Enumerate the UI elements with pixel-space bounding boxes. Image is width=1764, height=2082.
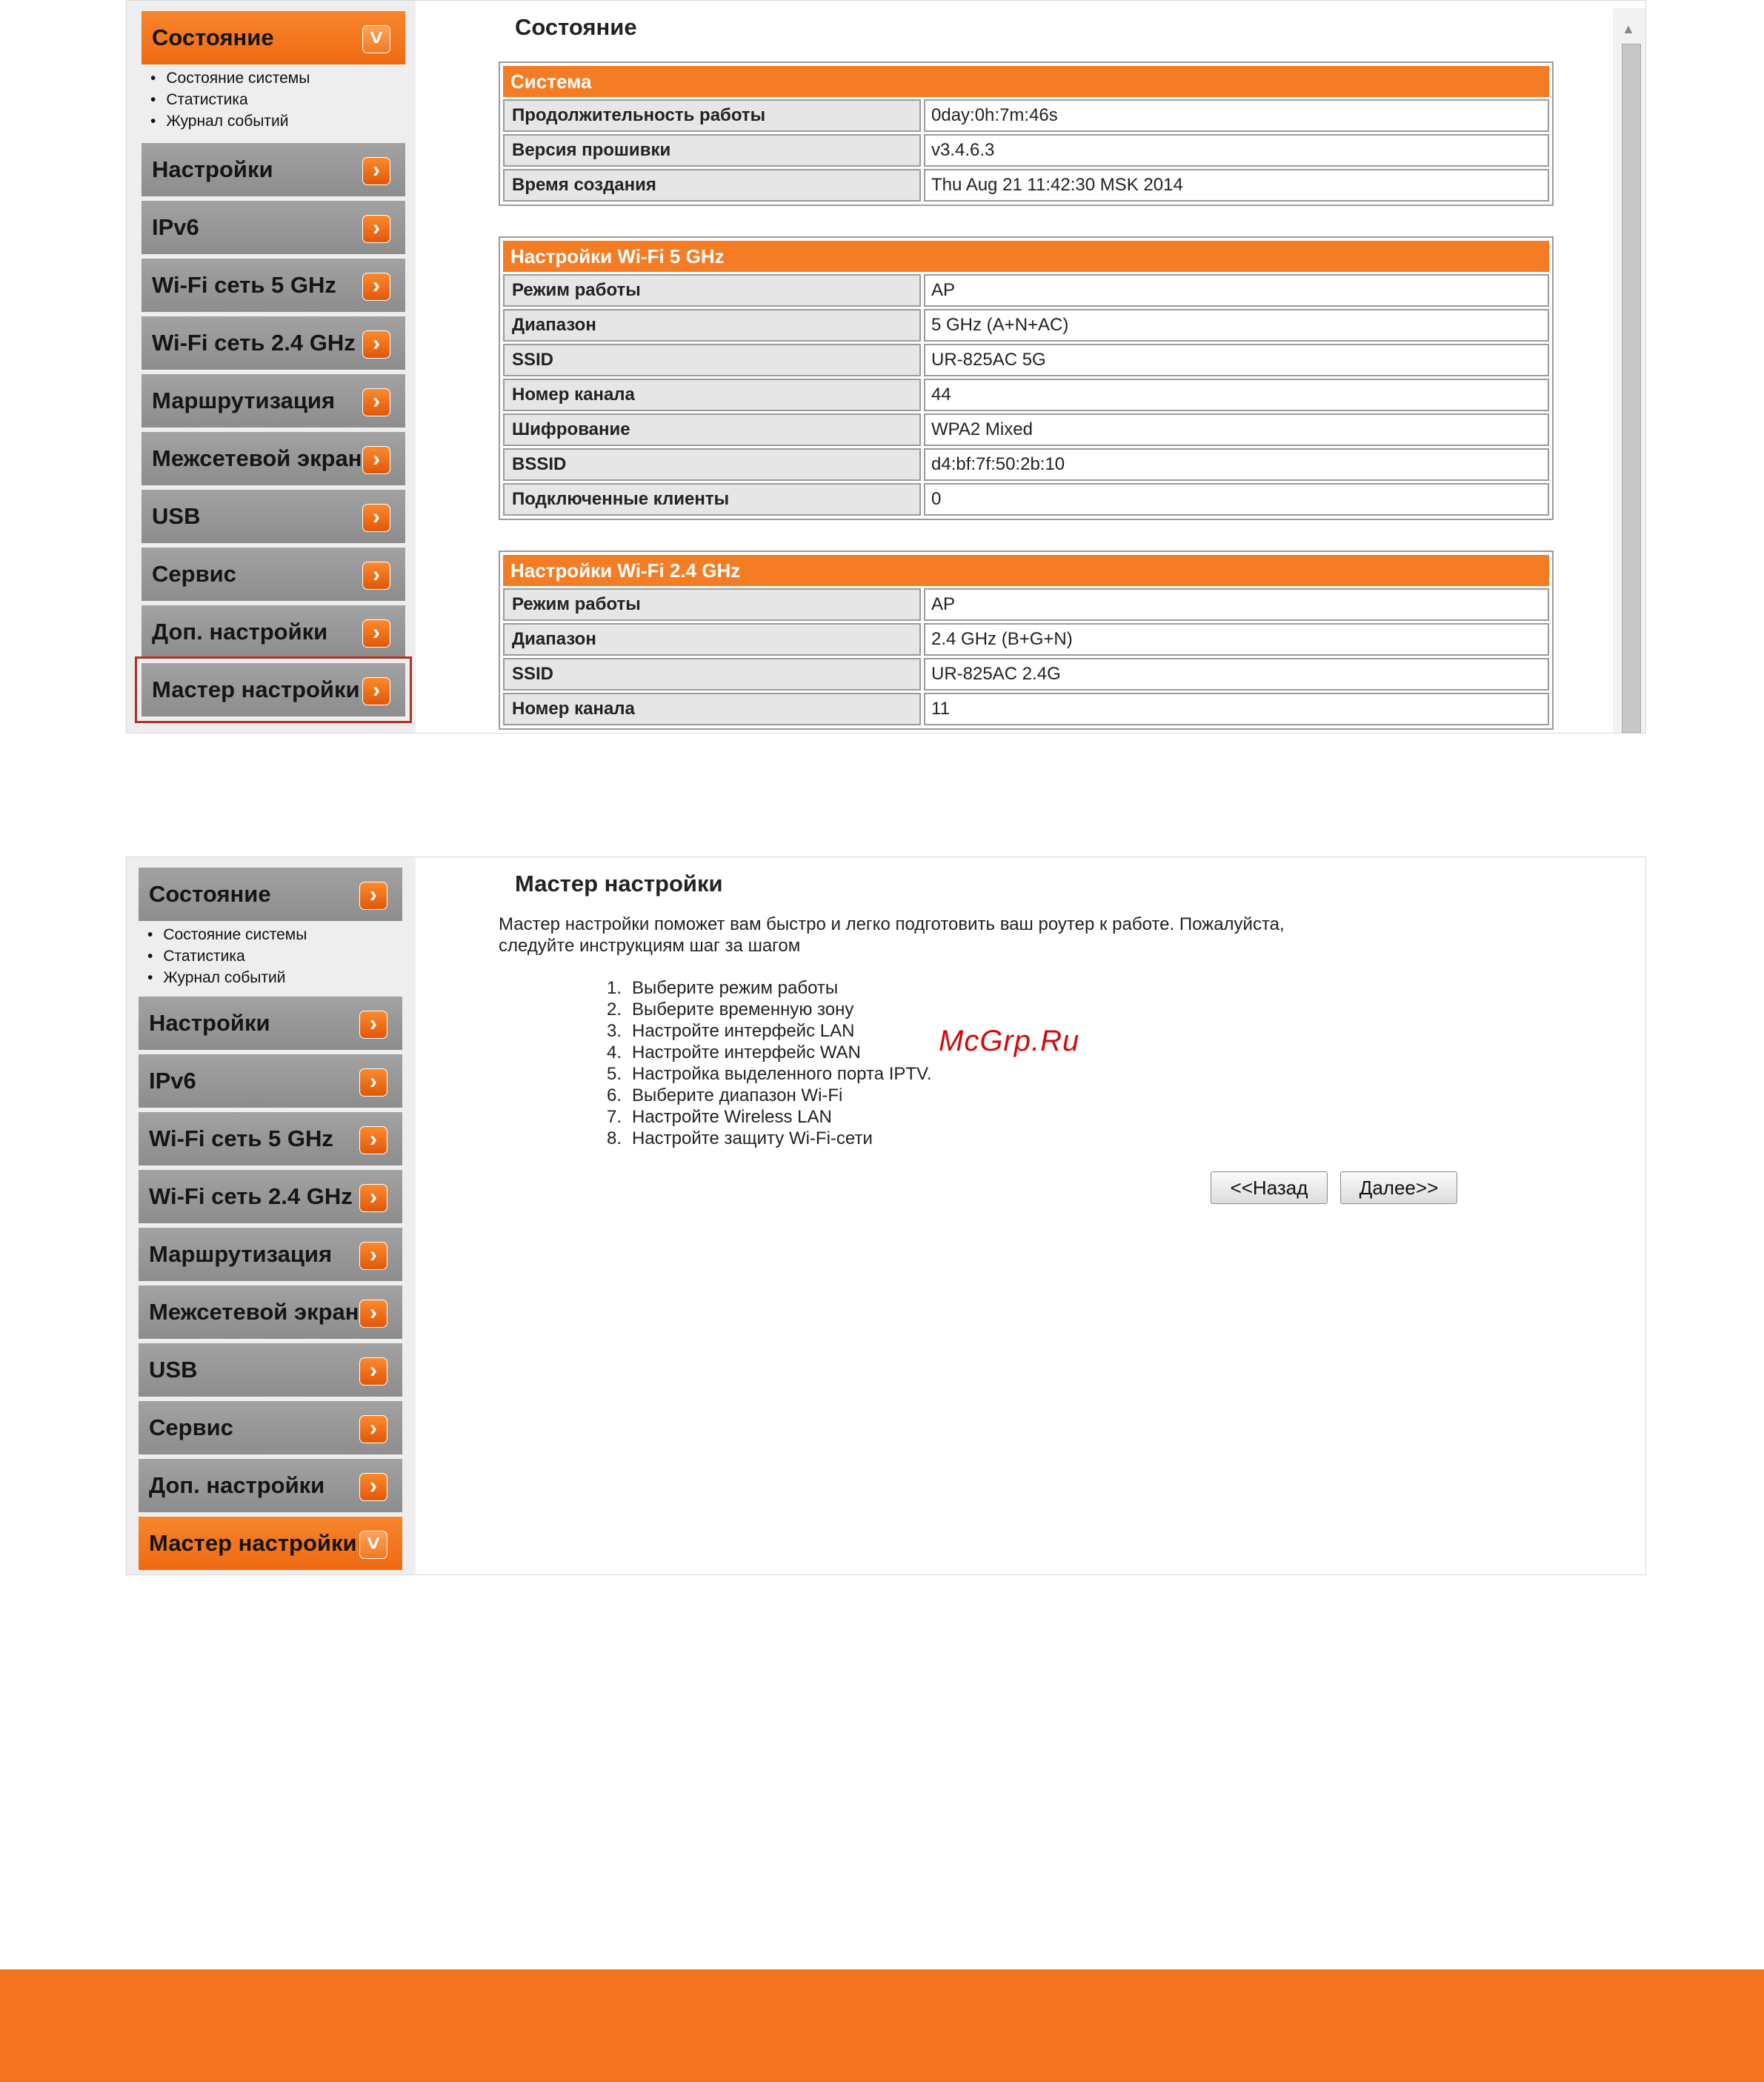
status-submenu bbox=[150, 67, 310, 132]
step-text: Настройте интерфейс LAN bbox=[632, 1021, 855, 1041]
table-row bbox=[503, 344, 1549, 376]
wifi5-table-header: Настройки Wi-Fi 5 GHz bbox=[503, 241, 1549, 272]
row-label: Режим работы bbox=[503, 588, 921, 621]
row-value: UR-825AC 2.4G bbox=[924, 658, 1549, 691]
intro-line-1: Мастер настройки поможет вам быстро и легко подготовить ваш роутер к работе. Пожалуйста, bbox=[499, 914, 1285, 934]
status-window bbox=[126, 0, 1646, 734]
row-value: 0day:0h:7m:46s bbox=[924, 99, 1549, 132]
menu-ipv6-label: IPv6 bbox=[152, 214, 199, 240]
menu-firewall[interactable] bbox=[139, 1286, 402, 1339]
chevron-right-icon[interactable]: › bbox=[362, 446, 390, 474]
wizard-intro bbox=[499, 914, 1388, 957]
wifi24-table-header: Настройки Wi-Fi 2.4 GHz bbox=[503, 555, 1549, 586]
menu-advanced[interactable] bbox=[142, 605, 405, 659]
row-label: Диапазон bbox=[503, 623, 921, 656]
vertical-scrollbar[interactable] bbox=[1613, 8, 1645, 733]
menu-settings-label: Настройки bbox=[149, 1010, 270, 1036]
menu-settings[interactable] bbox=[142, 143, 405, 196]
page-title: Мастер настройки bbox=[515, 871, 723, 897]
step-number: 8. bbox=[606, 1128, 622, 1148]
chevron-right-icon[interactable]: › bbox=[359, 1242, 387, 1270]
menu-wifi24-label: Wi-Fi сеть 2.4 GHz bbox=[152, 330, 356, 356]
scroll-thumb[interactable] bbox=[1622, 44, 1641, 733]
menu-wifi-5ghz[interactable] bbox=[139, 1112, 402, 1165]
next-button[interactable]: Далее>> bbox=[1340, 1171, 1457, 1204]
menu-wifi-24ghz[interactable] bbox=[142, 316, 405, 370]
list-item bbox=[598, 977, 932, 999]
table-row bbox=[503, 134, 1549, 167]
menu-ipv6[interactable] bbox=[142, 201, 405, 254]
wifi24-table bbox=[499, 551, 1554, 730]
menu-ipv6[interactable] bbox=[139, 1054, 402, 1108]
row-label: Шифрование bbox=[503, 413, 921, 446]
intro-line-2: следуйте инструкциям шаг за шагом bbox=[499, 936, 801, 956]
list-item bbox=[598, 999, 932, 1020]
step-text: Настройка выделенного порта IPTV. bbox=[632, 1064, 932, 1084]
menu-advanced-label: Доп. настройки bbox=[149, 1472, 325, 1498]
step-number: 2. bbox=[606, 1000, 622, 1020]
list-item bbox=[598, 1128, 932, 1149]
table-row bbox=[503, 483, 1549, 516]
row-value: 0 bbox=[924, 483, 1549, 516]
menu-service-label: Сервис bbox=[149, 1414, 233, 1440]
scroll-up-icon[interactable]: ▲ bbox=[1622, 21, 1635, 36]
menu-firewall-label: Межсетевой экран bbox=[152, 445, 362, 471]
chevron-down-icon[interactable]: ˅ bbox=[359, 1531, 387, 1559]
table-row bbox=[503, 623, 1549, 656]
row-value: 5 GHz (A+N+AC) bbox=[924, 309, 1549, 342]
table-row bbox=[503, 169, 1549, 202]
menu-settings-label: Настройки bbox=[152, 156, 273, 182]
chevron-right-icon[interactable]: › bbox=[359, 882, 387, 910]
submenu-statistics[interactable]: • Статистика bbox=[147, 945, 307, 967]
menu-wizard-label: Мастер настройки bbox=[149, 1530, 357, 1556]
wizard-window bbox=[126, 857, 1646, 1575]
row-value: d4:bf:7f:50:2b:10 bbox=[924, 448, 1549, 481]
menu-service[interactable] bbox=[139, 1401, 402, 1454]
list-item bbox=[598, 1106, 932, 1128]
row-value: AP bbox=[924, 588, 1549, 621]
chevron-right-icon[interactable]: › bbox=[359, 1415, 387, 1443]
menu-wizard[interactable] bbox=[142, 663, 405, 716]
submenu-event-log[interactable]: • Журнал событий bbox=[147, 967, 307, 988]
chevron-right-icon[interactable]: › bbox=[359, 1126, 387, 1154]
menu-status[interactable] bbox=[139, 868, 402, 921]
footer-bar bbox=[0, 1969, 1764, 2082]
chevron-right-icon[interactable]: › bbox=[362, 215, 390, 243]
chevron-right-icon[interactable]: › bbox=[362, 562, 390, 590]
menu-firewall-label: Межсетевой экран bbox=[149, 1299, 359, 1325]
table-row bbox=[503, 99, 1549, 132]
chevron-right-icon[interactable]: › bbox=[362, 157, 390, 185]
list-item bbox=[598, 1063, 932, 1085]
status-content bbox=[416, 1, 1645, 733]
back-button[interactable]: <<Назад bbox=[1211, 1171, 1328, 1204]
step-number: 6. bbox=[606, 1085, 622, 1105]
wifi5-table bbox=[499, 236, 1554, 520]
menu-wifi5-label: Wi-Fi сеть 5 GHz bbox=[152, 272, 336, 298]
submenu-statistics[interactable]: • Статистика bbox=[150, 89, 310, 110]
menu-routing-label: Маршрутизация bbox=[149, 1241, 333, 1267]
chevron-right-icon[interactable]: › bbox=[362, 273, 390, 301]
menu-settings[interactable] bbox=[139, 997, 402, 1050]
row-label: Подключенные клиенты bbox=[503, 483, 921, 516]
chevron-right-icon[interactable]: › bbox=[359, 1473, 387, 1501]
table-row bbox=[503, 588, 1549, 621]
chevron-right-icon[interactable]: › bbox=[359, 1068, 387, 1097]
submenu-system-status[interactable]: • Состояние системы bbox=[150, 67, 310, 89]
chevron-right-icon[interactable]: › bbox=[362, 504, 390, 532]
menu-routing[interactable] bbox=[139, 1228, 402, 1281]
table-row bbox=[503, 448, 1549, 481]
menu-advanced-label: Доп. настройки bbox=[152, 619, 328, 645]
row-value: Thu Aug 21 11:42:30 MSK 2014 bbox=[924, 169, 1549, 202]
menu-ipv6-label: IPv6 bbox=[149, 1068, 196, 1094]
system-table bbox=[499, 61, 1554, 206]
row-value: v3.4.6.3 bbox=[924, 134, 1549, 167]
list-item bbox=[598, 1020, 932, 1042]
menu-usb-label: USB bbox=[149, 1357, 198, 1383]
menu-wizard-label: Мастер настройки bbox=[152, 676, 360, 702]
submenu-event-log[interactable]: • Журнал событий bbox=[150, 110, 310, 132]
table-row bbox=[503, 309, 1549, 342]
status-submenu bbox=[147, 924, 307, 988]
menu-wizard[interactable] bbox=[139, 1517, 402, 1570]
chevron-down-icon[interactable]: ˅ bbox=[362, 25, 390, 53]
table-row bbox=[503, 413, 1549, 446]
row-label: Версия прошивки bbox=[503, 134, 921, 167]
menu-firewall[interactable] bbox=[142, 432, 405, 485]
row-label: BSSID bbox=[503, 448, 921, 481]
page-title: Состояние bbox=[515, 14, 637, 40]
system-table-header: Система bbox=[503, 66, 1549, 97]
submenu-system-status[interactable]: • Состояние системы bbox=[147, 924, 307, 945]
menu-advanced[interactable] bbox=[139, 1459, 402, 1512]
chevron-right-icon[interactable]: › bbox=[359, 1011, 387, 1039]
chevron-right-icon[interactable]: › bbox=[359, 1184, 387, 1212]
step-number: 1. bbox=[606, 978, 622, 998]
menu-usb[interactable] bbox=[142, 490, 405, 543]
row-label: Диапазон bbox=[503, 309, 921, 342]
sidebar bbox=[127, 857, 416, 1574]
row-value: 2.4 GHz (B+G+N) bbox=[924, 623, 1549, 656]
chevron-right-icon[interactable]: › bbox=[362, 388, 390, 416]
table-row bbox=[503, 274, 1549, 307]
step-text: Настройте защиту Wi-Fi-сети bbox=[632, 1128, 873, 1148]
row-label: Время создания bbox=[503, 169, 921, 202]
step-text: Выберите режим работы bbox=[632, 978, 839, 998]
step-number: 5. bbox=[606, 1064, 622, 1084]
watermark: McGrp.Ru bbox=[939, 1025, 1080, 1057]
menu-usb-label: USB bbox=[152, 503, 201, 529]
menu-wifi-24ghz[interactable] bbox=[139, 1170, 402, 1223]
table-row bbox=[503, 693, 1549, 725]
row-label: Продолжительность работы bbox=[503, 99, 921, 132]
row-label: SSID bbox=[503, 344, 921, 376]
row-value: 11 bbox=[924, 693, 1549, 725]
menu-status-label: Состояние bbox=[152, 24, 274, 50]
row-label: SSID bbox=[503, 658, 921, 691]
chevron-right-icon[interactable]: › bbox=[362, 677, 390, 705]
step-number: 7. bbox=[606, 1107, 622, 1127]
step-number: 4. bbox=[606, 1042, 622, 1062]
step-text: Выберите диапазон Wi-Fi bbox=[632, 1085, 843, 1105]
menu-service-label: Сервис bbox=[152, 561, 236, 587]
sidebar bbox=[127, 1, 416, 733]
list-item bbox=[598, 1042, 932, 1063]
menu-status[interactable] bbox=[142, 11, 405, 64]
menu-status-label: Состояние bbox=[149, 881, 271, 907]
chevron-right-icon[interactable]: › bbox=[359, 1357, 387, 1386]
table-row bbox=[503, 379, 1549, 411]
step-text: Настройте интерфейс WAN bbox=[632, 1042, 861, 1062]
chevron-right-icon[interactable]: › bbox=[362, 330, 390, 359]
row-label: Номер канала bbox=[503, 693, 921, 725]
chevron-right-icon[interactable]: › bbox=[362, 619, 390, 648]
menu-service[interactable] bbox=[142, 548, 405, 601]
row-label: Режим работы bbox=[503, 274, 921, 307]
row-value: 44 bbox=[924, 379, 1549, 411]
row-value: AP bbox=[924, 274, 1549, 307]
wizard-content bbox=[416, 857, 1645, 1574]
step-text: Настройте Wireless LAN bbox=[632, 1107, 832, 1127]
menu-wifi5-label: Wi-Fi сеть 5 GHz bbox=[149, 1125, 333, 1151]
row-value: UR-825AC 5G bbox=[924, 344, 1549, 376]
chevron-right-icon[interactable]: › bbox=[359, 1300, 387, 1328]
row-value: WPA2 Mixed bbox=[924, 413, 1549, 446]
menu-routing-label: Маршрутизация bbox=[152, 388, 336, 413]
menu-routing[interactable] bbox=[142, 374, 405, 428]
list-item bbox=[598, 1085, 932, 1106]
wizard-steps bbox=[598, 977, 932, 1149]
step-text: Выберите временную зону bbox=[632, 1000, 854, 1020]
step-number: 3. bbox=[606, 1021, 622, 1041]
menu-wifi-5ghz[interactable] bbox=[142, 259, 405, 312]
row-label: Номер канала bbox=[503, 379, 921, 411]
menu-usb[interactable] bbox=[139, 1343, 402, 1397]
table-row bbox=[503, 658, 1549, 691]
menu-wifi24-label: Wi-Fi сеть 2.4 GHz bbox=[149, 1183, 353, 1209]
